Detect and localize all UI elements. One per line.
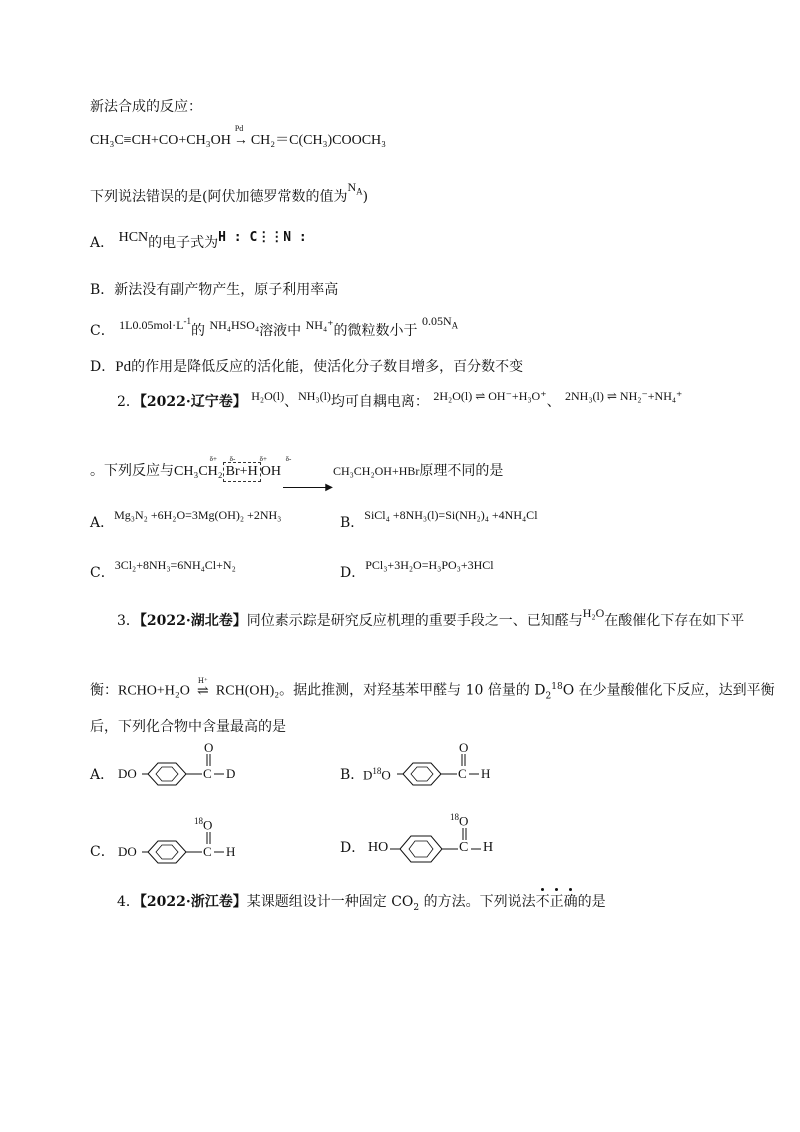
q2-line2-text: 。下列反应与 xyxy=(90,463,174,479)
eq-left: RCHO+H₂O xyxy=(118,683,190,699)
synthesis-equation: CH₃C≡CH+CO+CH₃OH Pd → CH₂＝C(CH₃)COOCH₃ xyxy=(90,132,386,150)
left-group: DO xyxy=(118,766,137,781)
emphasis-char xyxy=(536,894,550,910)
conc-text: 1L0.05mol·L xyxy=(119,318,184,332)
question-source: 【2022·浙江卷】 xyxy=(139,894,247,910)
reaction-rhs: CH₂＝C(CH₃)COOCH₃ xyxy=(250,133,387,148)
right-group: H xyxy=(481,766,491,781)
option-text: 的作用是降低反应的活化能，使活化分子数目增多，百分数不变 xyxy=(131,359,524,375)
text-solution: 溶液中 xyxy=(259,323,302,339)
emph-2: 正 xyxy=(549,894,564,910)
q3-option-d-structure xyxy=(368,812,528,868)
oxygen: O xyxy=(203,817,213,833)
sep: 、 xyxy=(284,394,299,410)
q3-reasoning-2: O 在少量酸催化下反应，达到平衡 xyxy=(562,682,775,699)
carbonyl-oxygen: O xyxy=(204,740,214,755)
q2-line2-end: 原理不同的是 xyxy=(419,463,504,479)
q2-option-d xyxy=(340,558,494,582)
equilibrium-arrow-icon: ⇌ xyxy=(606,389,617,403)
delta-plus-label: δ+ xyxy=(259,455,267,463)
question-source: 【2022·辽宁卷】 xyxy=(139,394,247,410)
option-equation: Mg₃N₂ +6H₂O=3Mg(OH)₂ +2NH₃ xyxy=(114,508,282,522)
water-autoionization xyxy=(433,389,546,403)
q1-stem xyxy=(90,180,369,210)
q3-option-a-label: A． xyxy=(90,767,115,783)
bromine: Br xyxy=(225,464,240,479)
carbon: C xyxy=(458,766,467,781)
q2-option-a xyxy=(90,508,282,532)
benzene-ring-icon xyxy=(363,744,523,794)
acid-catalyst: H⁺ xyxy=(197,676,208,685)
co2-sub: 2 xyxy=(413,902,420,913)
carbon: C xyxy=(203,844,212,859)
na-n: N xyxy=(347,180,357,194)
option-equation: PCl₃+3H₂O=H₃PO₃+3HCl xyxy=(365,558,494,572)
question-number: 2． xyxy=(117,394,140,410)
concentration xyxy=(119,318,191,332)
equilibrium-arrow-icon: ⇌ xyxy=(475,389,486,403)
salt-formula: NH₄HSO₄ xyxy=(209,318,260,332)
ammonia-liquid: NH₃(l) xyxy=(298,389,331,403)
q2-option-b xyxy=(340,508,538,532)
reaction-catalyst: Pd xyxy=(234,124,244,133)
q1-option-b xyxy=(90,281,338,299)
option-equation: SiCl₄ +8NH₃(l)=Si(NH₂)₄ +4NH₄Cl xyxy=(364,508,538,522)
eq-right: RCH(OH)₂ xyxy=(215,683,280,699)
benzene-ring-icon xyxy=(118,744,278,794)
delta-minus-label: δ- xyxy=(285,455,292,463)
carbon: C xyxy=(459,840,469,855)
quantity-sub: A xyxy=(451,320,459,331)
left-group: HO xyxy=(368,840,389,855)
option-label: B． xyxy=(340,515,365,531)
text-de: 的 xyxy=(191,323,205,339)
q3-option-d-label: D． xyxy=(340,840,366,856)
isotope-mark: 18 xyxy=(194,816,203,826)
intro-text: 新法合成的反应： xyxy=(90,99,202,115)
question-source: 【2022·湖北卷】 xyxy=(139,613,247,629)
ammonia-autoionization xyxy=(565,389,682,403)
option-label: D． xyxy=(90,359,116,375)
na-sub: A xyxy=(356,186,363,197)
q1-stem-end: ) xyxy=(362,189,369,205)
q2-ionization-text: 均可自耦电离： xyxy=(330,394,429,410)
left-group: DO xyxy=(118,844,137,859)
delta-plus-label: δ+ xyxy=(209,455,217,463)
option-label: B． xyxy=(90,282,115,298)
q3-option-c-label: C． xyxy=(90,844,115,860)
q3-option-b-label: B． xyxy=(340,767,365,783)
q2-line2: 。下列反应与CH₃CH₂ δ+ δ- δ+ δ- Br+H OH ▶ CH₃CH₂OH+HBr原理不同的是 xyxy=(90,462,503,482)
carbonyl-oxygen: O xyxy=(459,740,469,755)
right-group: H xyxy=(483,840,494,855)
quantity xyxy=(421,314,459,331)
deuterium: D xyxy=(363,767,373,783)
right-group: H xyxy=(226,844,236,859)
delta-minus-label: δ- xyxy=(229,455,236,463)
conc-sup: -1 xyxy=(183,316,191,326)
q1-option-a xyxy=(90,230,307,253)
q4-text-2: 的方法。下列说法 xyxy=(419,894,536,910)
isotope-mark: 18 xyxy=(450,812,459,822)
option-text: 新法没有副产物产生，原子利用率高 xyxy=(114,282,339,298)
hydroxyl: OH xyxy=(260,464,281,479)
eq2-right: NH₂⁻+NH₄⁺ xyxy=(619,389,683,403)
question-number: 4． xyxy=(117,894,140,910)
q3-option-b-structure xyxy=(363,740,523,794)
carbonyl-oxygen xyxy=(450,812,468,829)
q3-line1 xyxy=(117,606,745,630)
products: CH₃CH₂OH+HBr xyxy=(332,464,420,478)
q3-option-a-structure xyxy=(118,740,278,794)
text-less-than: 的微粒数小于 xyxy=(333,323,418,339)
pd-formula: Pd xyxy=(115,359,132,375)
carbon: C xyxy=(203,766,212,781)
question-number: 3． xyxy=(117,613,140,629)
option-label: A． xyxy=(90,235,115,251)
q1-option-d xyxy=(90,358,523,376)
oxygen: O xyxy=(381,767,391,783)
eq1-right: OH⁻+H₃O⁺ xyxy=(488,389,547,403)
q3-option-c-structure xyxy=(118,816,278,872)
water-formula: H₂O xyxy=(582,606,605,620)
sep2: 、 xyxy=(546,394,561,410)
option-label: C． xyxy=(90,323,115,339)
ethyl-group: CH₃CH₂ xyxy=(174,464,223,479)
option-equation: 3Cl₂+8NH₃=6NH₄Cl+N₂ xyxy=(114,558,236,572)
eq1-left: 2H₂O(l) xyxy=(433,389,473,403)
option-text: 的电子式为 xyxy=(148,235,219,251)
option-label: A． xyxy=(90,515,115,531)
avogadro-symbol xyxy=(347,180,363,197)
option-label: C． xyxy=(90,565,115,581)
emphasis-char xyxy=(550,894,564,910)
electron-dot-formula: H : C⋮⋮N : xyxy=(218,230,307,245)
oxygen: O xyxy=(459,813,469,829)
option-label: D． xyxy=(340,565,366,581)
water-liquid: H₂O(l) xyxy=(251,389,285,403)
emph-3: 确 xyxy=(563,894,578,910)
quantity-num: 0.05N xyxy=(421,314,452,328)
q4-text: 某课题组设计一种固定 CO xyxy=(246,894,414,910)
equilibrium-label: 衡： xyxy=(90,682,118,699)
carbonyl-oxygen xyxy=(194,816,212,833)
q1-stem-text: 下列说法错误的是(阿伏加德罗常数的值为 xyxy=(90,189,348,205)
d-sup: 18 xyxy=(551,682,563,692)
isotope-mark: 18 xyxy=(372,766,382,776)
q3-line2 xyxy=(90,678,775,705)
plus-sign: + xyxy=(239,464,248,479)
eq2-left: 2NH₃(l) xyxy=(565,389,604,403)
equilibrium-arrow-icon: H⁺ ⇌ xyxy=(190,682,216,700)
emphasis-char xyxy=(564,894,578,910)
hydrogen: H xyxy=(247,464,258,479)
q3-text-2: 在酸催化下存在如下平 xyxy=(604,613,745,629)
ammonium-ion: NH₄⁺ xyxy=(305,318,334,332)
q2-line1 xyxy=(117,389,683,411)
q3-reasoning: 。据此推测，对羟基苯甲醛与 10 倍量的 D xyxy=(279,682,546,699)
right-group: D xyxy=(226,766,236,781)
q2-option-c xyxy=(90,558,236,582)
q4-text-3: 的是 xyxy=(577,894,606,910)
q1-option-c xyxy=(90,314,459,344)
benzene-ring-icon xyxy=(368,818,528,868)
q3-text: 同位素示踪是研究反应机理的重要手段之一、已知醛与 xyxy=(246,613,583,629)
emph-1: 不 xyxy=(535,894,550,910)
hcn-formula: HCN xyxy=(118,230,149,245)
q3-line3: 后，下列化合物中含量最高的是 xyxy=(90,719,286,735)
reaction-lhs: CH₃C≡CH+CO+CH₃OH xyxy=(90,133,231,148)
d-sub: 2 xyxy=(545,691,552,702)
q4-line1 xyxy=(117,893,606,917)
